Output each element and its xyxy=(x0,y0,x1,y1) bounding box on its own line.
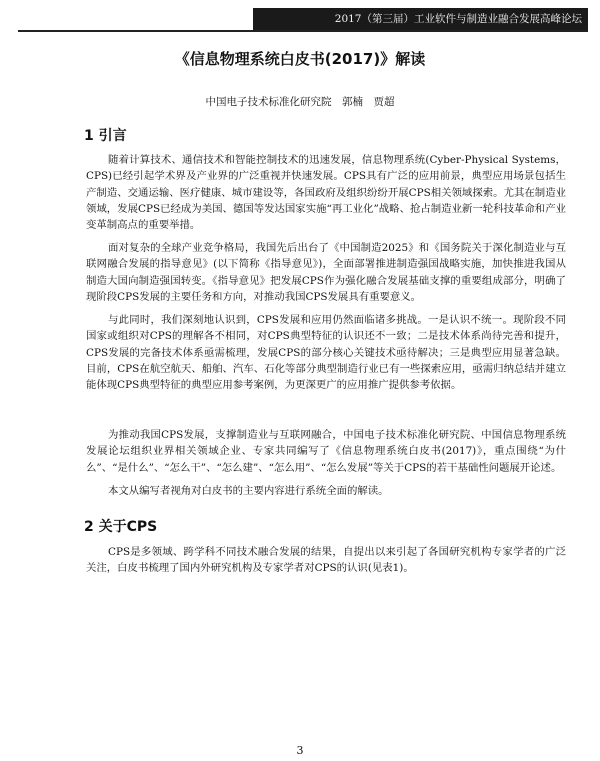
intro-paragraph-1: 随着计算技术、通信技术和智能控制技术的迅速发展，信息物理系统(Cyber-Physical Systems，CPS)已经引起学术界及产业界的广泛重视并快速发展。CPS具有广泛的应用前景，典型应用场景包括生产制造、交通运输、医疗健康、城市建设等，各国政府及组织纷纷开展CPS相关领域探索。尤其在制造业领域，发展CPS已经成为美国、德国等发达国家实施“再工业化”战略、抢占制造业新一轮科技革命和产业变革制高点的重要举措。 xyxy=(86,154,566,232)
intro-paragraph-4: 为推动我国CPS发展，支撑制造业与互联网融合，中国电子技术标准化研究院、中国信息物理系统发展论坛组织业界相关领域企业、专家共同编写了《信息物理系统白皮书(2017)》，重点围绕“为什么”、“是什么”、“怎么干”、“怎么建”、“怎么用”、“怎么发展”等关于CPS的若干基础性问题展开论述。 xyxy=(86,429,566,474)
about-cps-paragraph-1: CPS是多领域、跨学科不同技术融合发展的结果，自提出以来引起了各国研究机构专家学者的广泛关注，白皮书梳理了国内外研究机构及专家学者对CPS的认识(见表1)。 xyxy=(86,546,566,575)
article-title: 《信息物理系统白皮书(2017)》解读 xyxy=(174,50,426,68)
page-number: 3 xyxy=(296,744,304,757)
article-authors: 中国电子技术标准化研究院 郭楠 贾超 xyxy=(205,96,395,108)
running-header: 2017（第三届）工业软件与制造业融合发展高峰论坛 xyxy=(253,8,588,30)
section-heading-introduction: 1 引言 xyxy=(84,128,127,144)
intro-paragraph-2: 面对复杂的全球产业竞争格局，我国先后出台了《中国制造2025》和《国务院关于深化制造业与互联网融合发展的指导意见》(以下简称《指导意见》)，全面部署推进制造强国战略实施，加快推进我国从制造大国向制造强国转变。《指导意见》把发展CPS作为强化融合发展基础支撑的重要组成部分，明确了现阶段CPS发展的主要任务和方向，对推动我国CPS发展具有重要意义。 xyxy=(86,242,566,303)
intro-paragraph-5: 本文从编写者视角对白皮书的主要内容进行系统全面的解读。 xyxy=(108,485,389,497)
section-heading-about-cps: 2 关于CPS xyxy=(84,519,158,535)
intro-paragraph-3: 与此同时，我们深刻地认识到，CPS发展和应用仍然面临诸多挑战。一是认识不统一。现阶段不同国家或组织对CPS的理解各不相同，对CPS典型特征的认识还不一致；二是技术体系尚待完善和提升，CPS发展的完备技术体系亟需梳理，发展CPS的部分核心关键技术亟待解决；三是典型应用显著急缺。目前，CPS在航空航天、船舶、汽车、石化等部分典型制造行业已有一些探索应用，亟需归纳总结并建立能体现CPS典型特征的典型应用参考案例，为更深更广的应用推广提供参考依据。 xyxy=(86,314,566,392)
header-rule xyxy=(18,30,588,32)
